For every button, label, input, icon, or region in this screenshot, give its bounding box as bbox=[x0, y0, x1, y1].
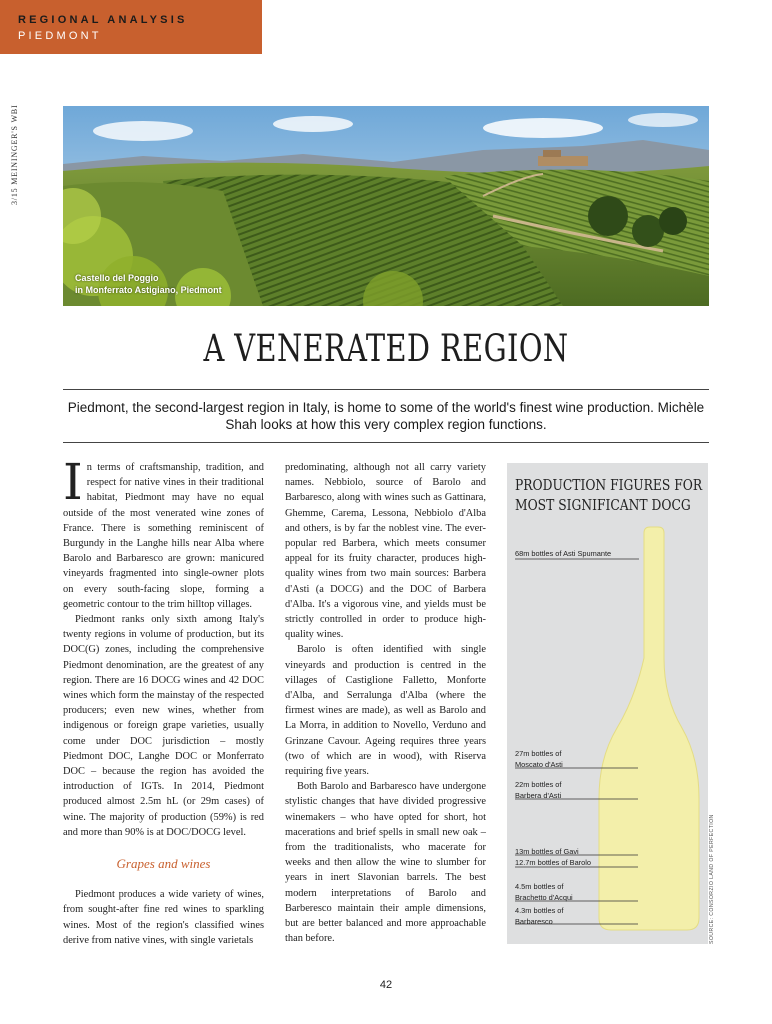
source-note: SOURCE: CONSORZIO LAND OF PERFECTION bbox=[709, 814, 715, 944]
article-paragraph: In terms of craftsmanship, tradition, and respect for native vines in their traditional habitat, Piedmont may have no equal outside of the most venerated wine zones of France. There is something reminiscent of Burgundy in the Langhe hills near Alba where Barolo and Barbaresco are grown: manicured vineyards fragmented into single-owner plots on every south-facing slope, forming a geometric contour to the trim hilltop villages. bbox=[63, 453, 264, 610]
production-label: 13m bottles of Gavi bbox=[515, 847, 579, 856]
article-paragraph: predominating, although not all carry variety names. Nebbiolo, source of Barolo and Barbaresco, along with wines such as Gattinara, Ghemme, Carema, Lessona, Nebbiolo d'Alba and others, is by far the noblest vine. The ever-popular red Barbera, which meets consumer appeal for its fruity character, produces high-quality wines from two main sources: Barbera d'Asti (a DOCG) and the DOC of Barbera d'Alba. It's a vigorous vine, and yields must be strictly controlled in order to produce high-quality wines. bbox=[285, 462, 486, 641]
article-column-1 bbox=[63, 453, 264, 948]
article-paragraph: Piedmont ranks only sixth among Italy's twenty regions in volume of production, but its DOC(G) zones, including the comprehensive Piedmont denomination, are the greatest of any region. There are 16 DOCG wines and 42 DOC wines which form the mainstay of the respected producers; even new wines, whether from indigenous or foreign grape varieties, usually come under DOC jurisdiction – mostly Piedmont DOC, Langhe DOC or Monferrato DOC – because the region has avoided the introduction of IGTs. In 2014, Piedmont produced almost 2.5m hL (or 29m cases) of wine. The majority of production (59%) is red and more than 90% is at DOC/DOCG level. bbox=[63, 614, 264, 838]
standfirst: Piedmont, the second-largest region in Italy, is home to some of the world's finest wine production. Michèle Shah looks at how this very complex region functions. bbox=[67, 400, 705, 432]
production-label: 4.5m bottles of Brachetto d'Acqui bbox=[515, 882, 573, 902]
article-paragraph: Barolo is often identified with single vineyards and production is centred in the villages of Castiglione Falletto, Monforte d'Alba, and Serralunga d'Alba (where the firmest wines are made), as well as Barolo and La Morra, in addition to Novello, Verduno and Grinzane Cavour. Ageing requires three years (two of which are in wood), with Riserva requiring five years. bbox=[285, 644, 486, 778]
hero-caption bbox=[75, 272, 222, 296]
section-label: REGIONAL ANALYSIS bbox=[18, 14, 188, 26]
article-column-2 bbox=[285, 460, 486, 947]
subheading: Grapes and wines bbox=[116, 856, 211, 872]
hero-caption-line: in Monferrato Astigiano, Piedmont bbox=[75, 285, 222, 295]
production-label: 12.7m bottles of Barolo bbox=[515, 858, 592, 867]
standfirst-rule bbox=[63, 442, 709, 443]
article-paragraph: Piedmont produces a wide variety of wines, from sought-after fine red wines to sparkling wines. Most of the region's classified wines derive from native vines, with single varietals bbox=[63, 889, 264, 946]
article-headline: A VENERATED REGION bbox=[203, 327, 569, 370]
production-label: 22m bottles of Barbera d'Asti bbox=[515, 780, 562, 800]
issue-label: 3/15 MEININGER'S WBI bbox=[10, 104, 19, 205]
headline-rule bbox=[63, 389, 709, 390]
article-paragraph: Both Barolo and Barbaresco have undergone stylistic changes that have divided progressive winemakers – who have opted for short, hot macerations and brief spells in small new oak – from the traditionalists, who macerate for weeks and then allow the wine to slumber for years in inert Slavonian barrels. The best modern interpretations of Barolo and Barberesco maintain their ample dimensions, but are better balanced and more approachable than before. bbox=[285, 781, 486, 945]
production-panel bbox=[507, 463, 708, 944]
production-label: 4.3m bottles of Barbaresco bbox=[515, 906, 564, 926]
panel-title: PRODUCTION FIGURES FOR MOST SIGNIFICANT DOCG bbox=[515, 476, 703, 514]
production-label: 27m bottles of Moscato d'Asti bbox=[515, 749, 563, 769]
bottle-chart bbox=[507, 463, 708, 944]
bottle-illustration bbox=[599, 527, 699, 930]
drop-cap: I bbox=[63, 453, 83, 511]
hero-caption-line: Castello del Poggio bbox=[75, 273, 159, 283]
production-label: 68m bottles of Asti Spumante bbox=[515, 549, 612, 558]
page-number: 42 bbox=[379, 979, 393, 991]
hero-image bbox=[63, 106, 709, 306]
section-header bbox=[0, 0, 262, 54]
region-label: PIEDMONT bbox=[18, 30, 102, 42]
